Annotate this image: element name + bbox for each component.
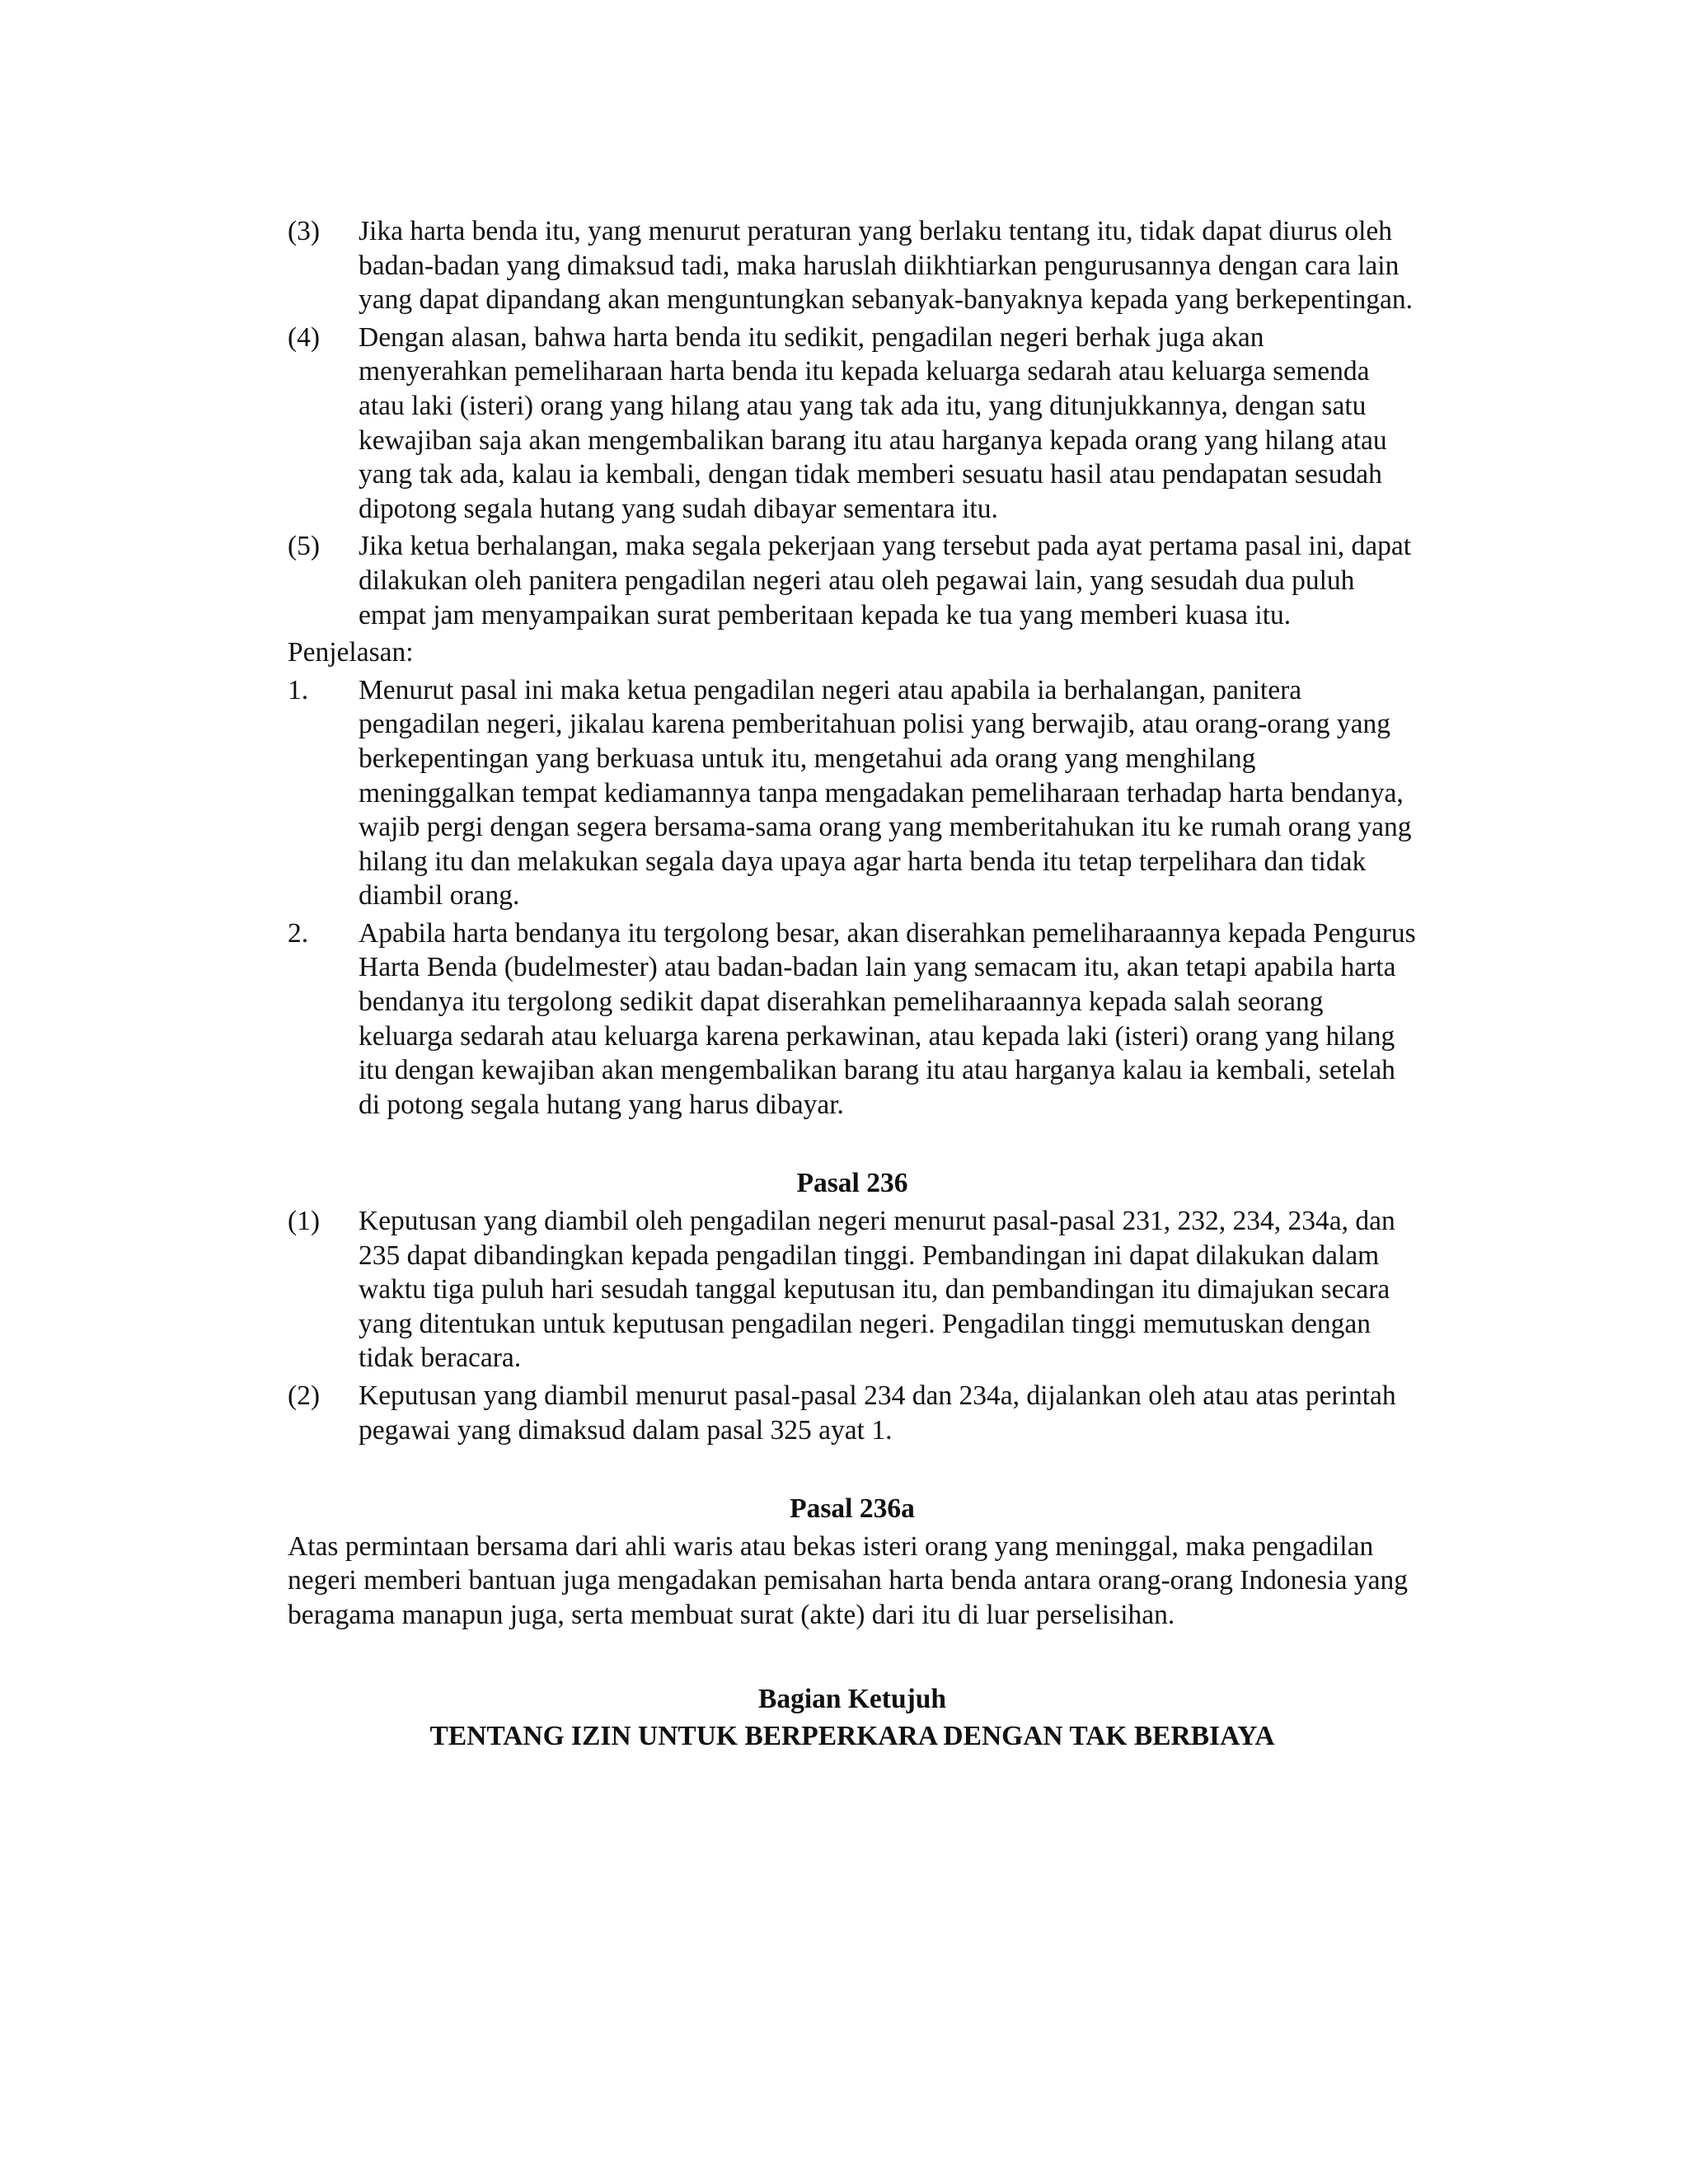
ayat-item-3 [288,214,1417,317]
ayat-text: Jika harta benda itu, yang menurut peraturan yang berlaku tentang itu, tidak dapat diurus oleh badan-badan yang dimaksud tadi, maka haruslah diikhtiarkan pengurusannya dengan cara lain yang dapat dipandang akan menguntungkan sebanyak-banyaknya kepada yang berkepentingan. [359,216,1414,316]
ayat-text: Keputusan yang diambil oleh pengadilan negeri menurut pasal-pasal 231, 232, 234, 234a, dan 235 dapat dibandingkan kepada pengadilan tinggi. Pembandingan ini dapat dilakukan dalam waktu tiga puluh hari sesudah tanggal keputusan itu, dan pembandingan itu dimajukan secara yang ditentukan untuk keputusan pengadilan negeri. Pengadilan tinggi memutuskan dengan tidak beracara. [359,1206,1395,1374]
pasal-236-heading: Pasal 236 [796,1168,908,1199]
ayat-text: Keputusan yang diambil menurut pasal-pasal 234 dan 234a, dijalankan oleh atau atas perintah pegawai yang dimaksud dalam pasal 325 ayat 1. [359,1380,1396,1446]
ayat-marker: (2) [288,1380,321,1411]
section-ayat-list [288,214,1417,632]
ayat-marker: (5) [288,531,321,562]
pasal-236-list [288,1204,1417,1447]
ayat-item-5 [288,529,1417,632]
penjelasan-item-1 [288,673,1417,913]
bagian-subheading: TENTANG IZIN UNTUK BERPERKARA DENGAN TAK BERBIAYA [429,1721,1275,1752]
ayat-text: Jika ketua berhalangan, maka segala pekerjaan yang tersebut pada ayat pertama pasal ini, dapat dilakukan oleh panitera pengadilan negeri atau oleh pegawai lain, yang sesudah dua puluh empat jam menyampaikan surat pemberitaan kepada ke tua yang memberi kuasa itu. [359,531,1412,630]
penjelasan-text: Apabila harta bendanya itu tergolong besar, akan diserahkan pemeliharaannya kepada Pengurus Harta Benda (budelmester) atau badan-badan lain yang semacam itu, akan tetapi apabila harta bendanya itu tergolong sedikit dapat diserahkan pemeliharaannya kepada salah seorang keluarga sedarah atau keluarga karena perkawinan, atau kepada laki (isteri) orang yang hilang itu dengan kewajiban akan mengembalikan barang itu atau harganya kalau ia kembali, setelah di potong segala hutang yang harus dibayar. [359,917,1416,1120]
bagian-heading: Bagian Ketujuh [757,1683,947,1714]
penjelasan-text: Menurut pasal ini maka ketua pengadilan negeri atau apabila ia berhalangan, panitera pengadilan negeri, jikalau karena pemberitahuan polisi yang berwajib, atau orang-orang yang berkepentingan yang berkuasa untuk itu, mengetahui ada orang yang menghilang meninggalkan tempat kediamannya tanpa mengadakan pemeliharaan terhadap harta bendanya, wajib pergi dengan segera bersama-sama orang yang memberitahukan itu ke rumah orang yang hilang itu dan melakukan segala daya upaya agar harta benda itu tetap terpelihara dan tidak diambil orang. [359,674,1412,912]
penjelasan-item-2 [288,916,1417,1122]
spacer [288,1122,1417,1166]
penjelasan-list [288,673,1417,1122]
ayat-text: Dengan alasan, bahwa harta benda itu sedikit, pengadilan negeri berhak juga akan menyerahkan pemeliharaan harta benda itu kepada keluarga sedarah atau keluarga semenda atau laki (isteri) orang yang hilang atau yang tak ada itu, yang ditunjukkannya, dengan satu kewajiban saja akan mengembalikan barang itu atau harganya kepada orang yang hilang atau yang tak ada, kalau ia kembali, dengan tidak memberi sesuatu hasil atau pendapatan sesudah dipotong segala hutang yang sudah dibayar sementara itu. [359,321,1387,524]
penjelasan-marker: 1. [288,674,309,705]
pasal-236a-text: Atas permintaan bersama dari ahli waris atau bekas isteri orang yang meninggal, maka pengadilan negeri memberi bantuan juga mengadakan pemisahan harta benda antara orang-orang Indonesia yang beragama manapun juga, serta membuat surat (akte) dari itu di luar perselisihan. [288,1530,1408,1630]
ayat-marker: (3) [288,216,321,246]
document-page [288,214,1417,1754]
pasal-236-item-1 [288,1204,1417,1376]
spacer [288,1447,1417,1492]
pasal-236a-heading: Pasal 236a [790,1493,915,1525]
ayat-marker: (1) [288,1206,321,1237]
penjelasan-marker: 2. [288,917,309,949]
spacer [288,1633,1417,1682]
ayat-marker: (4) [288,321,321,353]
pasal-236-item-2 [288,1379,1417,1447]
ayat-item-4 [288,321,1417,527]
penjelasan-label: Penjelasan: [288,637,414,668]
